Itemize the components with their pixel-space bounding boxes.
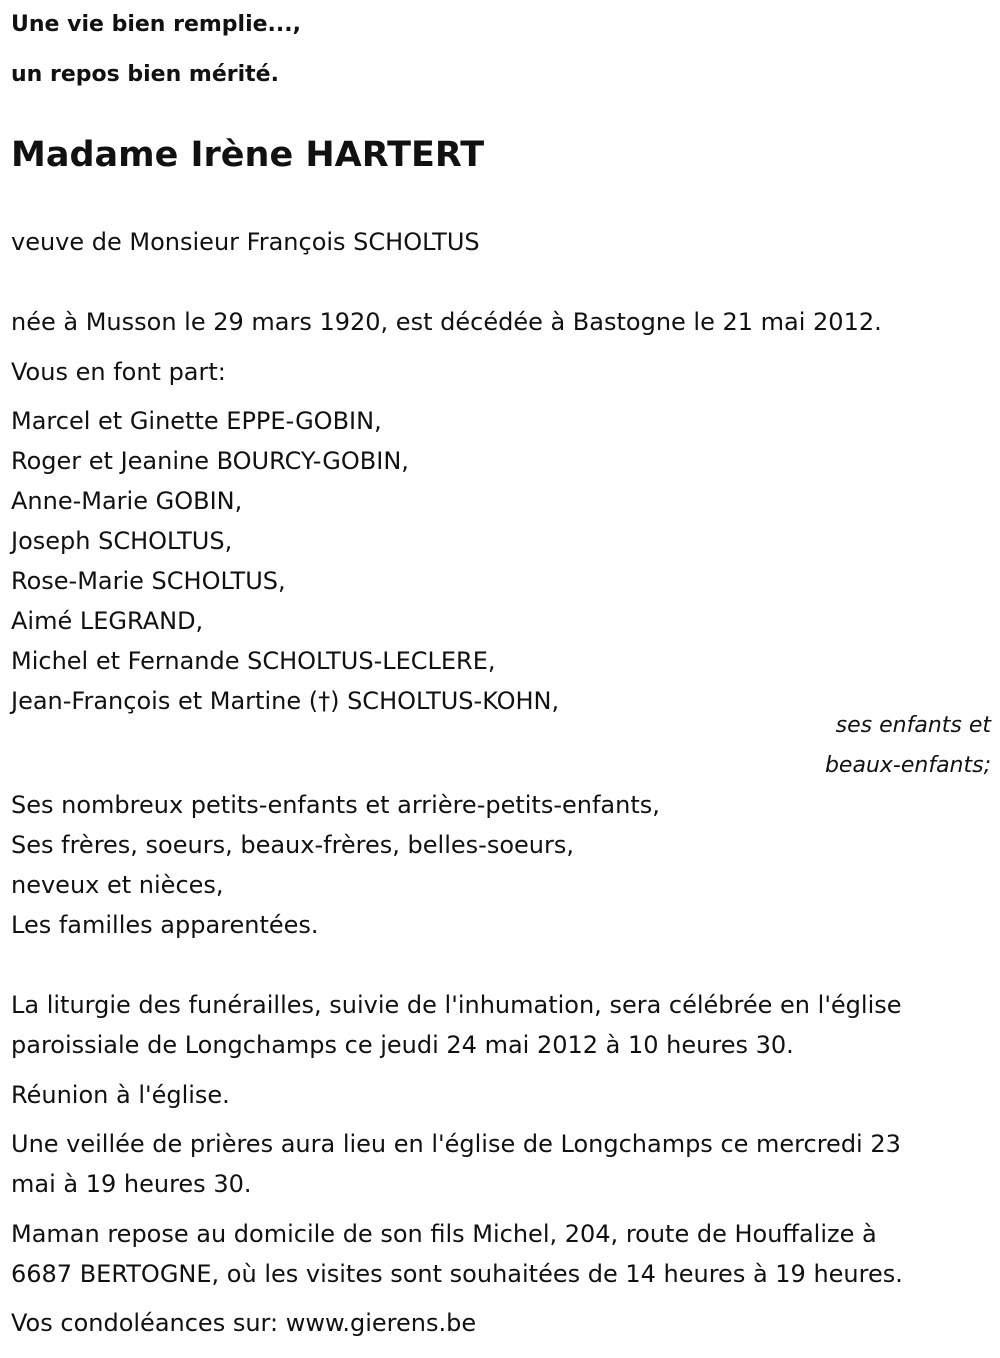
list-item: Rose-Marie SCHOLTUS, bbox=[11, 567, 286, 595]
meeting-details bbox=[11, 1075, 230, 1115]
list-item: Roger et Jeanine BOURCY-GOBIN, bbox=[11, 447, 409, 475]
announcement-intro: Vous en font part: bbox=[11, 358, 226, 386]
list-item: Jean-François et Martine (†) SCHOLTUS-KOHN, bbox=[11, 687, 560, 715]
rest-line-1: Maman repose au domicile de son fils Michel, 204, route de Houffalize à bbox=[11, 1220, 877, 1248]
list-item: Ses frères, soeurs, beaux-frères, belles-soeurs, bbox=[11, 831, 574, 859]
list-item: Michel et Fernande SCHOLTUS-LECLERE, bbox=[11, 647, 496, 675]
list-item: Les familles apparentées. bbox=[11, 911, 319, 939]
birth-death-text: née à Musson le 29 mars 1920, est décédée à Bastogne le 21 mai 2012. bbox=[11, 308, 882, 336]
funeral-line-2: paroissiale de Longchamps ce jeudi 24 mai 2012 à 10 heures 30. bbox=[11, 1031, 794, 1059]
list-item: Marcel et Ginette EPPE-GOBIN, bbox=[11, 407, 382, 435]
condolences-section bbox=[11, 1303, 476, 1343]
list-item: Anne-Marie GOBIN, bbox=[11, 487, 243, 515]
list-item: Ses nombreux petits-enfants et arrière-petits-enfants, bbox=[11, 791, 660, 819]
announcement-intro-section bbox=[11, 352, 226, 392]
funeral-line-1: La liturgie des funérailles, suivie de l'inhumation, sera célébrée en l'église bbox=[11, 991, 902, 1019]
epigraph-line-2: un repos bien mérité. bbox=[11, 62, 279, 87]
list-item: Aimé LEGRAND, bbox=[11, 607, 204, 635]
rest-details bbox=[11, 1214, 903, 1294]
other-relatives-list bbox=[11, 785, 660, 945]
rest-line-2: 6687 BERTOGNE, où les visites sont souhaitées de 14 heures à 19 heures. bbox=[11, 1260, 903, 1288]
epigraph-line-1: Une vie bien remplie..., bbox=[11, 12, 301, 37]
vigil-line-1: Une veillée de prières aura lieu en l'église de Longchamps ce mercredi 23 bbox=[11, 1130, 901, 1158]
funeral-details bbox=[11, 985, 902, 1065]
condolences-text: Vos condoléances sur: www.gierens.be bbox=[11, 1309, 477, 1337]
children-relation-note bbox=[825, 706, 991, 786]
children-note-line-2: beaux-enfants; bbox=[824, 753, 991, 778]
widow-of-text: veuve de Monsieur François SCHOLTUS bbox=[11, 228, 480, 256]
list-item: neveux et nièces, bbox=[11, 871, 224, 899]
birth-death-section bbox=[11, 302, 882, 342]
deceased-name: Madame Irène HARTERT bbox=[11, 135, 485, 175]
widow-of-section bbox=[11, 222, 480, 262]
children-note-line-1: ses enfants et bbox=[835, 713, 991, 738]
vigil-details bbox=[11, 1124, 901, 1204]
vigil-line-2: mai à 19 heures 30. bbox=[11, 1170, 252, 1198]
meeting-text: Réunion à l'église. bbox=[11, 1081, 230, 1109]
list-item: Joseph SCHOLTUS, bbox=[11, 527, 233, 555]
children-list bbox=[11, 401, 559, 721]
